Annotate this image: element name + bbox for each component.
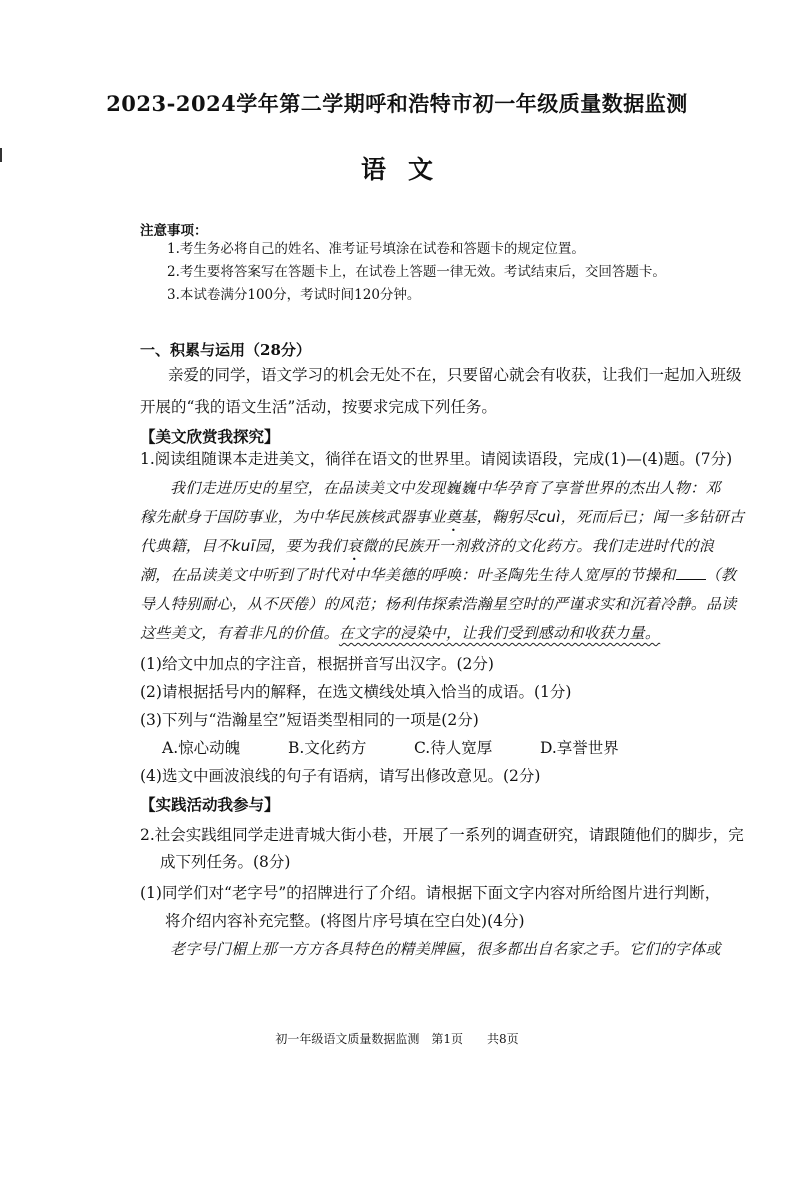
passage-line-1: 我们走进历史的星空，在品读美文中发现巍巍中华孕育了享誉世界的杰出人物：邓: [170, 479, 721, 497]
passage-line-4: 潮，在品读美文中听到了时代对中华美德的呼唤：叶圣陶先生待人宽厚的节操和 （教: [140, 566, 737, 584]
option-b: B.文化药方: [288, 739, 367, 757]
wavy-underlined-sentence: 在文字的浸染中，让我们受到感动和收获力量。: [338, 624, 661, 642]
question-2-1-line-1: (1)同学们对“老字号”的招牌进行了介绍。请根据下面文字内容对所给图片进行判断，: [140, 884, 721, 902]
page-footer: 初一年级语文质量数据监测 第1页 共8页: [275, 1032, 519, 1046]
dotted-char: 奠: [446, 508, 462, 526]
intro-line-2: 开展的“我的语文生活”活动，按要求完成下列任务。: [140, 398, 497, 416]
passage-line-5: 导人特别耐心，从不厌倦）的风范；杨利伟探索浩瀚星空时的严谨求实和沉着冷静。品读: [140, 595, 737, 613]
question-1-3: (3)下列与“浩瀚星空”短语类型相同的一项是(2分): [140, 711, 479, 729]
question-2-stem-line-1: 2.社会实践组同学走进青城大街小巷，开展了一系列的调查研究，请跟随他们的脚步，完: [140, 826, 744, 844]
question-2-stem-line-2: 成下列任务。(8分): [160, 853, 291, 871]
passage-line-2: 稼先献身于国防事业，为中华民族核武器事业奠基，鞠躬尽cuì，死而后已；闻一多钻研古: [140, 508, 745, 526]
option-a: A.惊心动魄: [162, 739, 241, 757]
notice-item-2: 2.考生要将答案写在答题卡上，在试卷上答题一律无效。考试结束后，交回答题卡。: [167, 264, 666, 280]
passage-line-3: 代典籍，目不kuī园，要为我们衰微的民族开一剂救济的文化药方。我们走进时代的浪: [140, 537, 715, 555]
dotted-char: 衰: [346, 537, 363, 555]
part2-title: 【实践活动我参与】: [140, 795, 280, 814]
question-1-1: (1)给文中加点的字注音，根据拼音写出汉字。(2分): [140, 655, 494, 673]
subject-title: 语文: [360, 155, 455, 184]
notice-heading: 注意事项：: [140, 223, 208, 239]
question-1-stem: 1.阅读组随课本走进美文，徜徉在语文的世界里。请阅读语段，完成(1)—(4)题。(7分): [140, 450, 733, 468]
notice-item-1: 1.考生务必将自己的姓名、准考证号填涂在试卷和答题卡的规定位置。: [167, 241, 585, 257]
option-d: D.享誉世界: [540, 739, 619, 757]
part1-title: 【美文欣赏我探究】: [140, 427, 280, 446]
exam-title: 2023-2024学年第二学期呼和浩特市初一年级质量数据监测: [106, 91, 688, 116]
passage-line-6: 这些美文，有着非凡的价值。在文字的浸染中，让我们受到感动和收获力量。: [140, 624, 661, 642]
section-heading: 一、积累与运用（28分）: [140, 341, 311, 359]
question-2-passage: 老字号门楣上那一方方各具特色的精美牌匾，很多都出自名家之手。它们的字体或: [170, 940, 721, 958]
option-c: C.待人宽厚: [414, 739, 493, 757]
question-1-4: (4)选文中画波浪线的句子有语病，请写出修改意见。(2分): [140, 767, 541, 785]
question-1-2: (2)请根据括号内的解释，在选文横线处填入恰当的成语。(1分): [140, 683, 572, 701]
intro-line-1: 亲爱的同学，语文学习的机会无处不在，只要留心就会有收获，让我们一起加入班级: [168, 366, 742, 384]
notice-item-3: 3.本试卷满分100分，考试时间120分钟。: [167, 287, 421, 303]
question-2-1-line-2: 将介绍内容补充完整。(将图片序号填在空白处)(4分): [165, 912, 525, 930]
answer-blank: [676, 565, 706, 580]
